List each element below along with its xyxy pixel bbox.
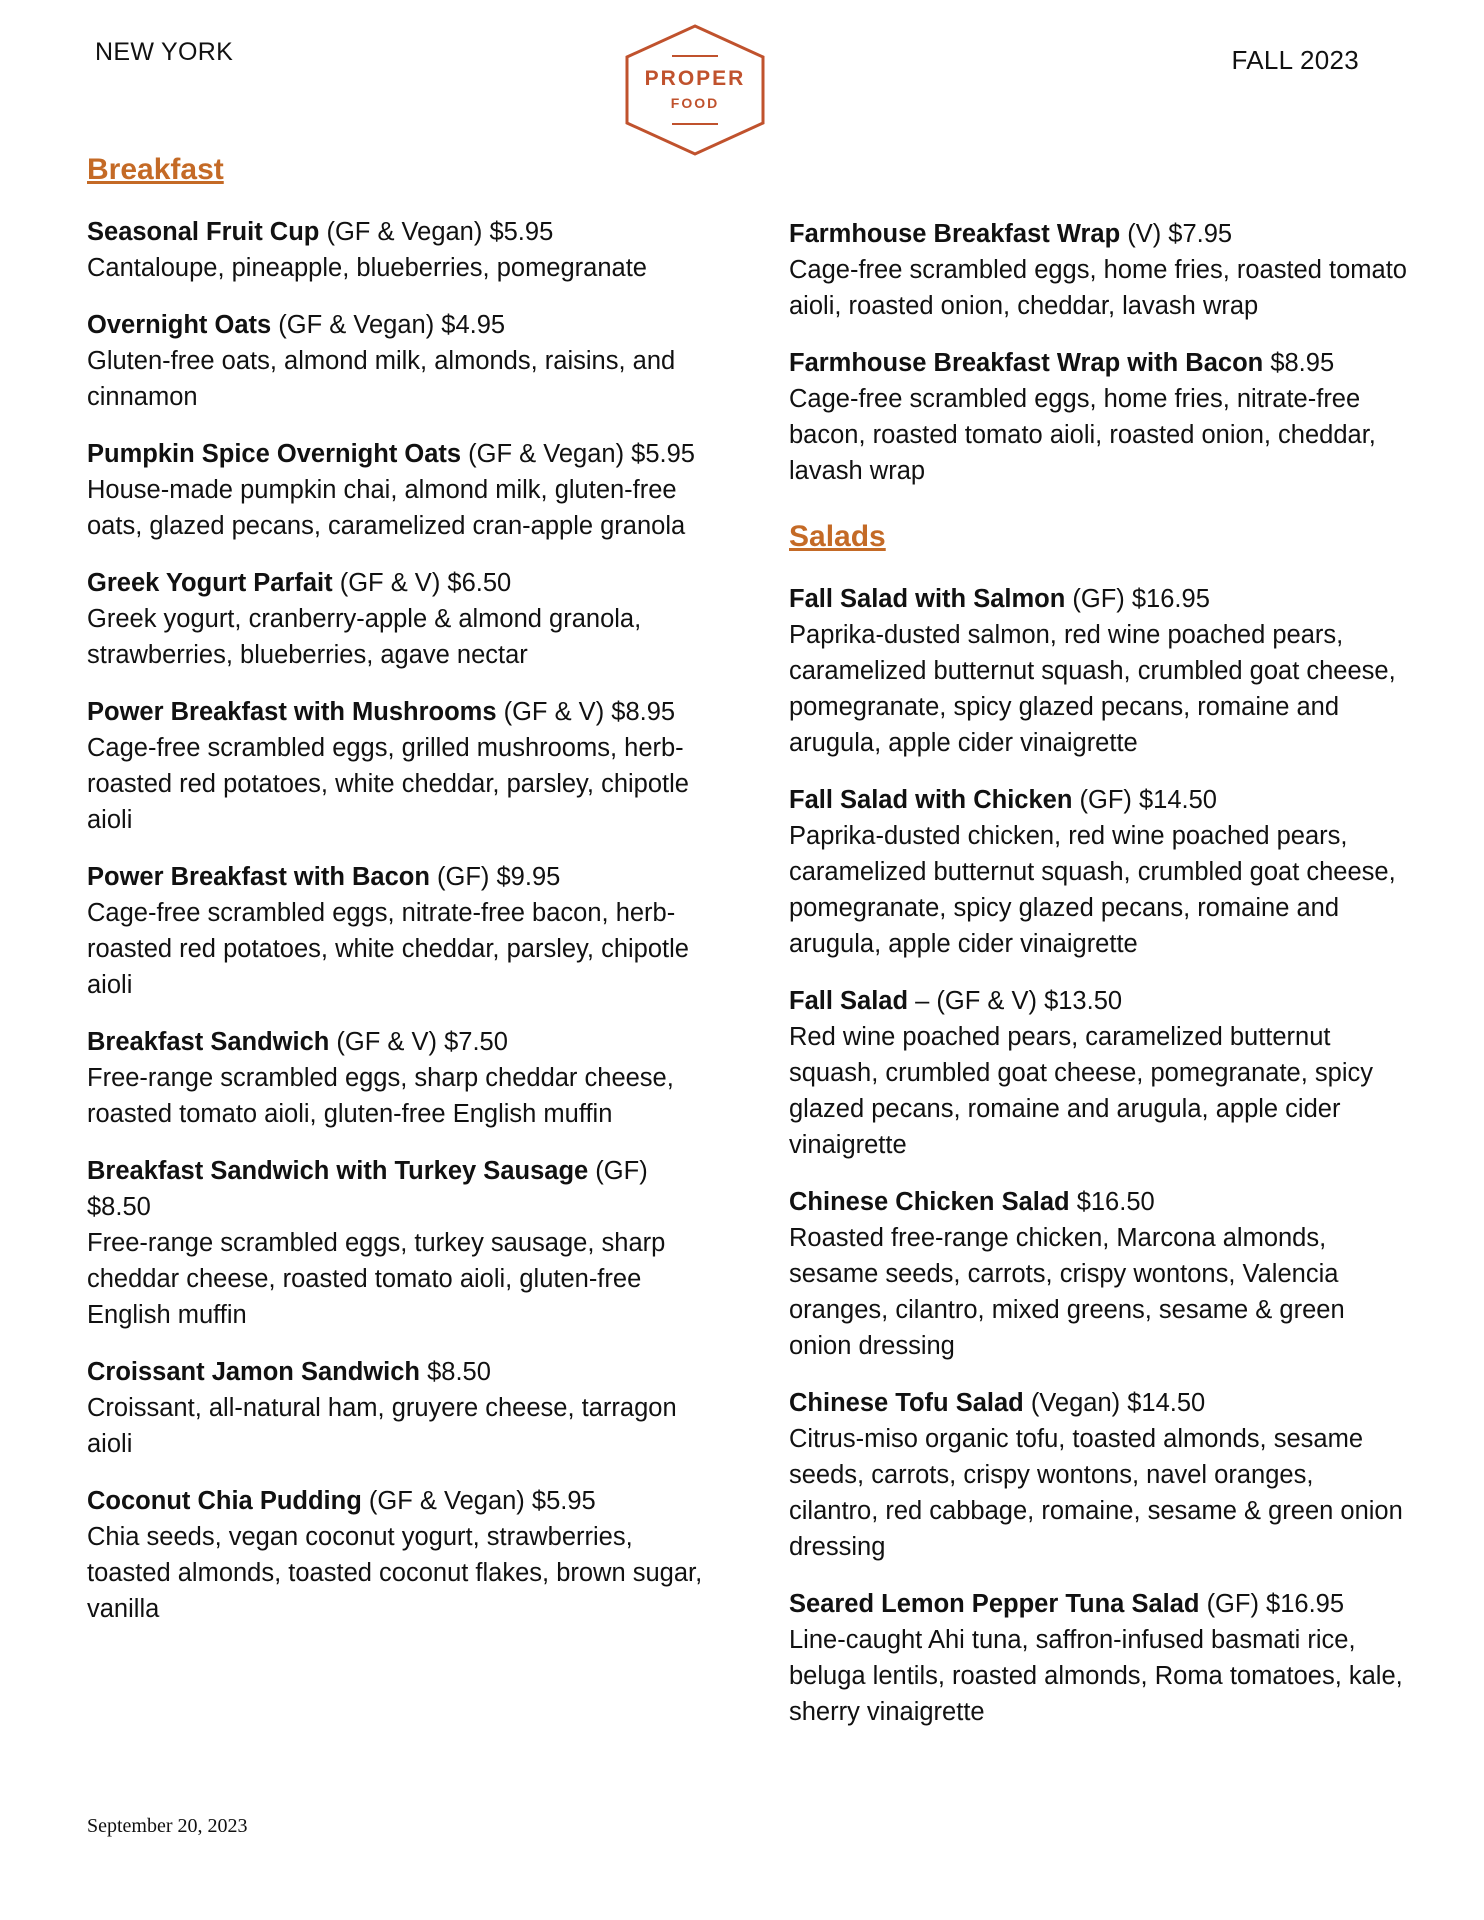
item-name: Greek Yogurt Parfait xyxy=(87,569,333,597)
item-name: Chinese Chicken Salad xyxy=(789,1188,1070,1216)
season-label: FALL 2023 xyxy=(1231,45,1359,75)
item-name: Fall Salad xyxy=(789,987,909,1015)
menu-item xyxy=(87,214,707,286)
menu-item xyxy=(87,859,707,1003)
item-tags-price: (V) $7.95 xyxy=(1120,220,1233,248)
menu-item xyxy=(789,581,1409,761)
menu-item xyxy=(87,1354,707,1462)
menu-item xyxy=(789,1385,1409,1565)
item-name: Power Breakfast with Mushrooms xyxy=(87,698,497,726)
item-name: Power Breakfast with Bacon xyxy=(87,863,430,891)
menu-item xyxy=(87,694,707,838)
menu-item xyxy=(87,1483,707,1627)
item-tags-price: (GF) $16.95 xyxy=(1065,585,1210,613)
item-name: Overnight Oats xyxy=(87,311,272,339)
item-tags-price: (GF) $14.50 xyxy=(1072,786,1217,814)
item-tags-price: $8.50 xyxy=(420,1358,491,1386)
item-tags-price: (GF & V) $7.50 xyxy=(329,1028,508,1056)
wraps-salads-column xyxy=(789,216,1409,1751)
item-tags-price: (GF) $9.95 xyxy=(429,863,561,891)
item-tags-price: (GF & V) $6.50 xyxy=(332,569,512,597)
menu-item xyxy=(789,216,1409,324)
item-description: Greek yogurt, cranberry-apple & almond granola, strawberries, blueberries, agave nectar xyxy=(87,605,642,669)
item-description: Cage-free scrambled eggs, nitrate-free bacon, herb-roasted red potatoes, white cheddar, parsley, chipotle aioli xyxy=(87,899,689,999)
item-name: Farmhouse Breakfast Wrap xyxy=(789,220,1121,248)
logo-text-food: FOOD xyxy=(670,95,720,111)
section-title-breakfast: Breakfast xyxy=(87,153,224,186)
logo-text-proper: PROPER xyxy=(644,67,746,90)
item-description: Cage-free scrambled eggs, home fries, nitrate-free bacon, roasted tomato aioli, roasted onion, cheddar, lavash wrap xyxy=(789,385,1376,485)
location-label: NEW YORK xyxy=(95,38,234,66)
item-name: Fall Salad with Chicken xyxy=(789,786,1073,814)
item-name: Fall Salad with Salmon xyxy=(789,585,1066,613)
item-name: Coconut Chia Pudding xyxy=(87,1487,362,1515)
item-tags-price: (GF & Vegan) $5.95 xyxy=(461,440,695,468)
item-tags-price: (Vegan) $14.50 xyxy=(1023,1389,1206,1417)
item-description: Citrus-miso organic tofu, toasted almonds, sesame seeds, carrots, crispy wontons, navel oranges, cilantro, red cabbage, romaine, sesame & green onion dressing xyxy=(789,1425,1403,1561)
menu-item xyxy=(87,307,707,415)
menu-date: September 20, 2023 xyxy=(87,1815,248,1837)
item-tags-price: $8.95 xyxy=(1263,349,1335,377)
proper-food-logo xyxy=(620,23,770,157)
item-description: Paprika-dusted chicken, red wine poached pears, caramelized butternut squash, crumbled goat cheese, pomegranate, spicy glazed pecans, romaine and arugula, apple cider vinaigrette xyxy=(789,822,1396,958)
item-description: Paprika-dusted salmon, red wine poached pears, caramelized butternut squash, crumbled goat cheese, pomegranate, spicy glazed pecans, romaine and arugula, apple cider vinaigrette xyxy=(789,621,1396,757)
item-description: Free-range scrambled eggs, turkey sausage, sharp cheddar cheese, roasted tomato aioli, gluten-free English muffin xyxy=(87,1229,666,1329)
menu-item xyxy=(789,1184,1409,1364)
menu-item xyxy=(789,782,1409,962)
item-tags-price: – (GF & V) $13.50 xyxy=(908,987,1123,1015)
item-description: Chia seeds, vegan coconut yogurt, strawberries, toasted almonds, toasted coconut flakes, brown sugar, vanilla xyxy=(87,1523,703,1623)
menu-item xyxy=(789,983,1409,1163)
item-name: Farmhouse Breakfast Wrap with Bacon xyxy=(789,349,1264,377)
item-name: Breakfast Sandwich with Turkey Sausage xyxy=(87,1157,589,1185)
menu-item xyxy=(87,1153,707,1333)
item-description: Gluten-free oats, almond milk, almonds, raisins, and cinnamon xyxy=(87,347,676,411)
item-tags-price: (GF & V) $8.95 xyxy=(496,698,676,726)
item-tags-price: (GF) $16.95 xyxy=(1199,1590,1345,1618)
item-description: Croissant, all-natural ham, gruyere cheese, tarragon aioli xyxy=(87,1394,677,1458)
section-title-salads: Salads xyxy=(789,520,886,553)
item-name: Breakfast Sandwich xyxy=(87,1028,330,1056)
item-tags-price: (GF) $8.50 xyxy=(87,1157,648,1221)
item-name: Pumpkin Spice Overnight Oats xyxy=(87,440,462,468)
item-name: Seared Lemon Pepper Tuna Salad xyxy=(789,1590,1200,1618)
menu-item xyxy=(87,1024,707,1132)
breakfast-column xyxy=(87,152,707,1648)
item-name: Chinese Tofu Salad xyxy=(789,1389,1024,1417)
item-description: Red wine poached pears, caramelized butternut squash, crumbled goat cheese, pomegranate, spicy glazed pecans, romaine and arugula, apple cider vinaigrette xyxy=(789,1023,1374,1159)
item-description: Cantaloupe, pineapple, blueberries, pomegranate xyxy=(87,254,647,282)
item-description: House-made pumpkin chai, almond milk, gluten-free oats, glazed pecans, caramelized cran-apple granola xyxy=(87,476,686,540)
item-description: Free-range scrambled eggs, sharp cheddar cheese, roasted tomato aioli, gluten-free English muffin xyxy=(87,1064,674,1128)
menu-item xyxy=(87,565,707,673)
menu-item xyxy=(789,345,1409,489)
item-name: Seasonal Fruit Cup xyxy=(87,218,320,246)
item-tags-price: (GF & Vegan) $5.95 xyxy=(361,1487,596,1515)
item-description: Cage-free scrambled eggs, home fries, roasted tomato aioli, roasted onion, cheddar, lavash wrap xyxy=(789,256,1407,320)
item-description: Line-caught Ahi tuna, saffron-infused basmati rice, beluga lentils, roasted almonds, Roma tomatoes, kale, sherry vinaigrette xyxy=(789,1626,1403,1726)
menu-item xyxy=(789,1586,1409,1730)
item-description: Roasted free-range chicken, Marcona almonds, sesame seeds, carrots, crispy wontons, Valencia oranges, cilantro, mixed greens, sesame & green onion dressing xyxy=(789,1224,1345,1360)
item-tags-price: (GF & Vegan) $5.95 xyxy=(319,218,554,246)
item-description: Cage-free scrambled eggs, grilled mushrooms, herb-roasted red potatoes, white cheddar, parsley, chipotle aioli xyxy=(87,734,689,834)
item-tags-price: $16.50 xyxy=(1069,1188,1155,1216)
menu-item xyxy=(87,436,707,544)
item-name: Croissant Jamon Sandwich xyxy=(87,1358,420,1386)
item-tags-price: (GF & Vegan) $4.95 xyxy=(271,311,506,339)
